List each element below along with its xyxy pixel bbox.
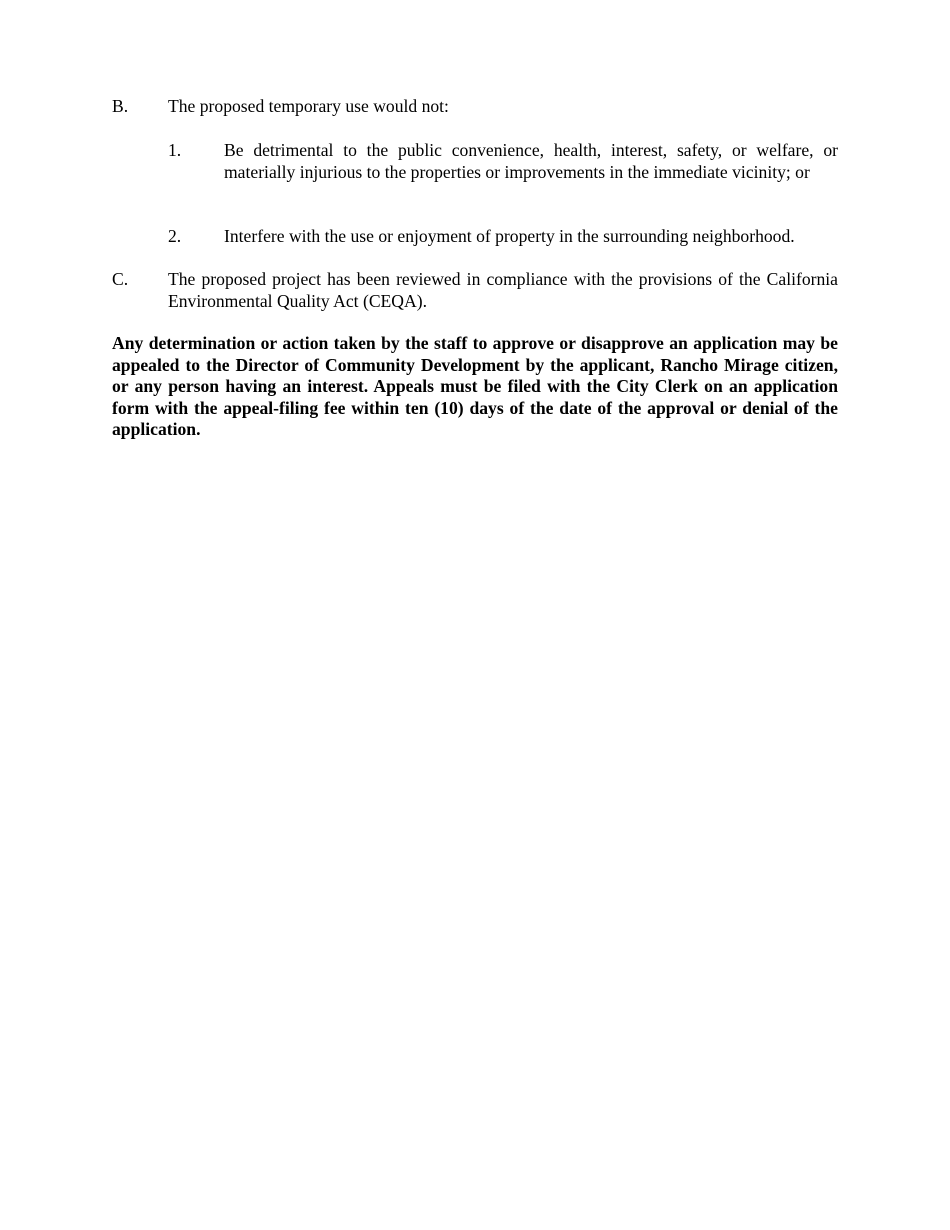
item-b-1-text: Be detrimental to the public convenience, health, interest, safety, or welfare, or materially injurious to the properties or improvements in the immediate vicinity; or <box>224 140 838 182</box>
item-b-label: B. <box>112 96 129 116</box>
item-b-2 <box>112 226 838 248</box>
item-b-2-label: 2. <box>168 226 182 246</box>
item-b <box>112 96 838 118</box>
item-c-text: The proposed project has been reviewed in compliance with the provisions of the California Environmental Quality Act (CEQA). <box>168 269 838 311</box>
appeal-notice: Any determination or action taken by the staff to approve or disapprove an application may be appealed to the Director of Community Development by the applicant, Rancho Mirage citizen, or any person having an interest. Appeals must be filed with the City Clerk on an application form with the appeal-filing fee within ten (10) days of the date of the approval or denial of the application. <box>112 333 838 439</box>
item-b-text: The proposed temporary use would not: <box>168 96 449 116</box>
item-b-2-text: Interfere with the use or enjoyment of property in the surrounding neighborhood. <box>224 226 795 246</box>
item-b-1-label: 1. <box>168 140 182 160</box>
item-c <box>112 269 838 312</box>
item-b-1 <box>112 140 838 183</box>
item-c-label: C. <box>112 269 129 289</box>
